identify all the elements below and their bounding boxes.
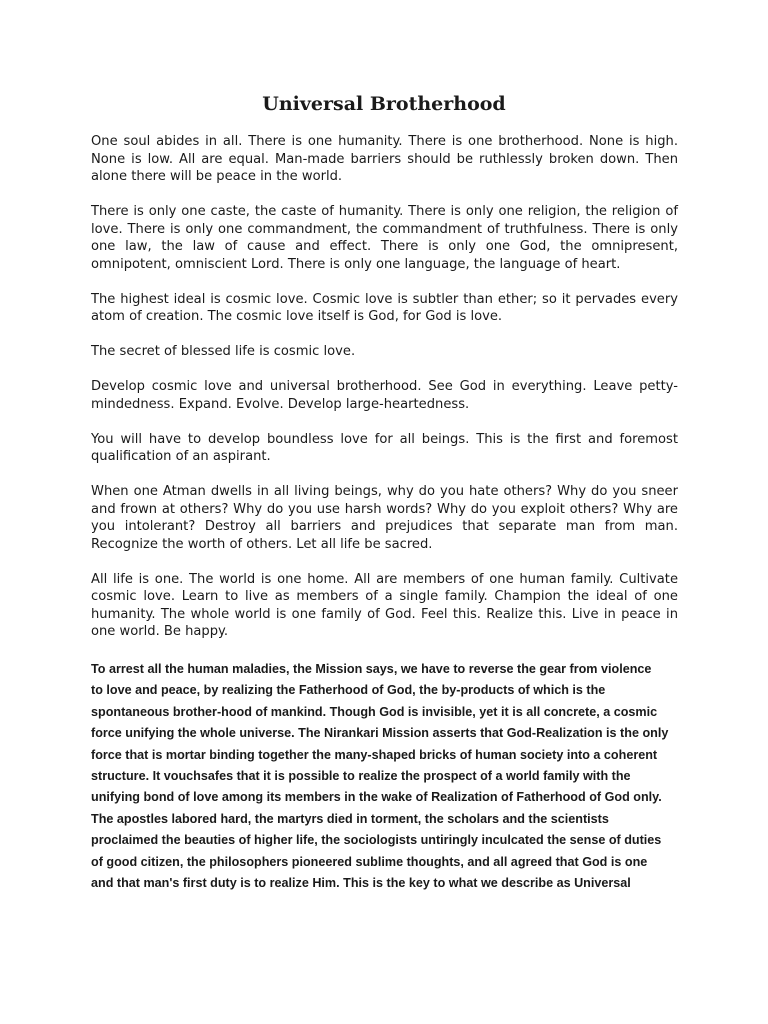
bold-line: of good citizen, the philosophers pioneered sublime thoughts, and all agreed that God is one: [91, 854, 648, 869]
paragraph-5: Develop cosmic love and universal brotherhood. See God in everything. Leave petty-mindedness. Expand. Evolve. Develop large-heartedness.: [91, 379, 678, 412]
bold-line: The apostles labored hard, the martyrs died in torment, the scholars and the scientists: [91, 811, 609, 826]
paragraph-6: You will have to develop boundless love for all beings. This is the first and foremost qualification of an aspirant.: [91, 431, 678, 464]
bold-line: and that man's first duty is to realize Him. This is the key to what we describe as Universal: [91, 876, 631, 891]
paragraph-8: All life is one. The world is one home. All are members of one human family. Cultivate cosmic love. Learn to live as members of a single family. Champion the ideal of one humanity. The whole world is one family of God. Feel this. Realize this. Live in peace in one world. Be happy.: [91, 571, 678, 639]
bold-paragraph: [91, 659, 678, 894]
bold-line: structure. It vouchsafes that it is possible to realize the prospect of a world family with the: [91, 769, 631, 784]
paragraph-2: There is only one caste, the caste of humanity. There is only one religion, the religion of love. There is only one commandment, the commandment of truthfulness. There is only one law, the law of cause and effect. There is only one God, the omnipresent, omnipotent, omniscient Lord. There is only one language, the language of heart.: [91, 204, 678, 272]
bold-line: unifying bond of love among its members in the wake of Realization of Fatherhood of God only.: [91, 790, 662, 805]
paragraph-4: The secret of blessed life is cosmic love.: [91, 344, 356, 359]
bold-line: force that is mortar binding together the many-shaped bricks of human society into a coherent: [91, 747, 658, 762]
bold-line: spontaneous brother-hood of mankind. Though God is invisible, yet it is all concrete, a cosmic: [91, 704, 658, 719]
paragraph-7: When one Atman dwells in all living beings, why do you hate others? Why do you sneer and frown at others? Why do you use harsh words? Why do you exploit others? Why are you intolerant? Destroy all barriers and prejudices that separate man from man. Recognize the worth of others. Let all life be sacred.: [91, 484, 678, 552]
paragraph-3: The highest ideal is cosmic love. Cosmic love is subtler than ether; so it pervades every atom of creation. The cosmic love itself is God, for God is love.: [91, 291, 678, 324]
paragraph-1: One soul abides in all. There is one humanity. There is one brotherhood. None is high. None is low. All are equal. Man-made barriers should be ruthlessly broken down. Then alone there will be peace in the world.: [91, 134, 678, 184]
bold-line: to love and peace, by realizing the Fatherhood of God, the by-products of which is the: [91, 683, 606, 698]
bold-line: To arrest all the human maladies, the Mission says, we have to reverse the gear from violence: [91, 662, 652, 676]
document-body: [91, 133, 678, 641]
page-title: Universal Brotherhood: [262, 93, 506, 115]
bold-line: proclaimed the beauties of higher life, the sociologists untiringly inculcated the sense of duties: [91, 833, 662, 848]
bold-line: force unifying the whole universe. The Nirankari Mission asserts that God-Realization is the only: [91, 726, 669, 741]
